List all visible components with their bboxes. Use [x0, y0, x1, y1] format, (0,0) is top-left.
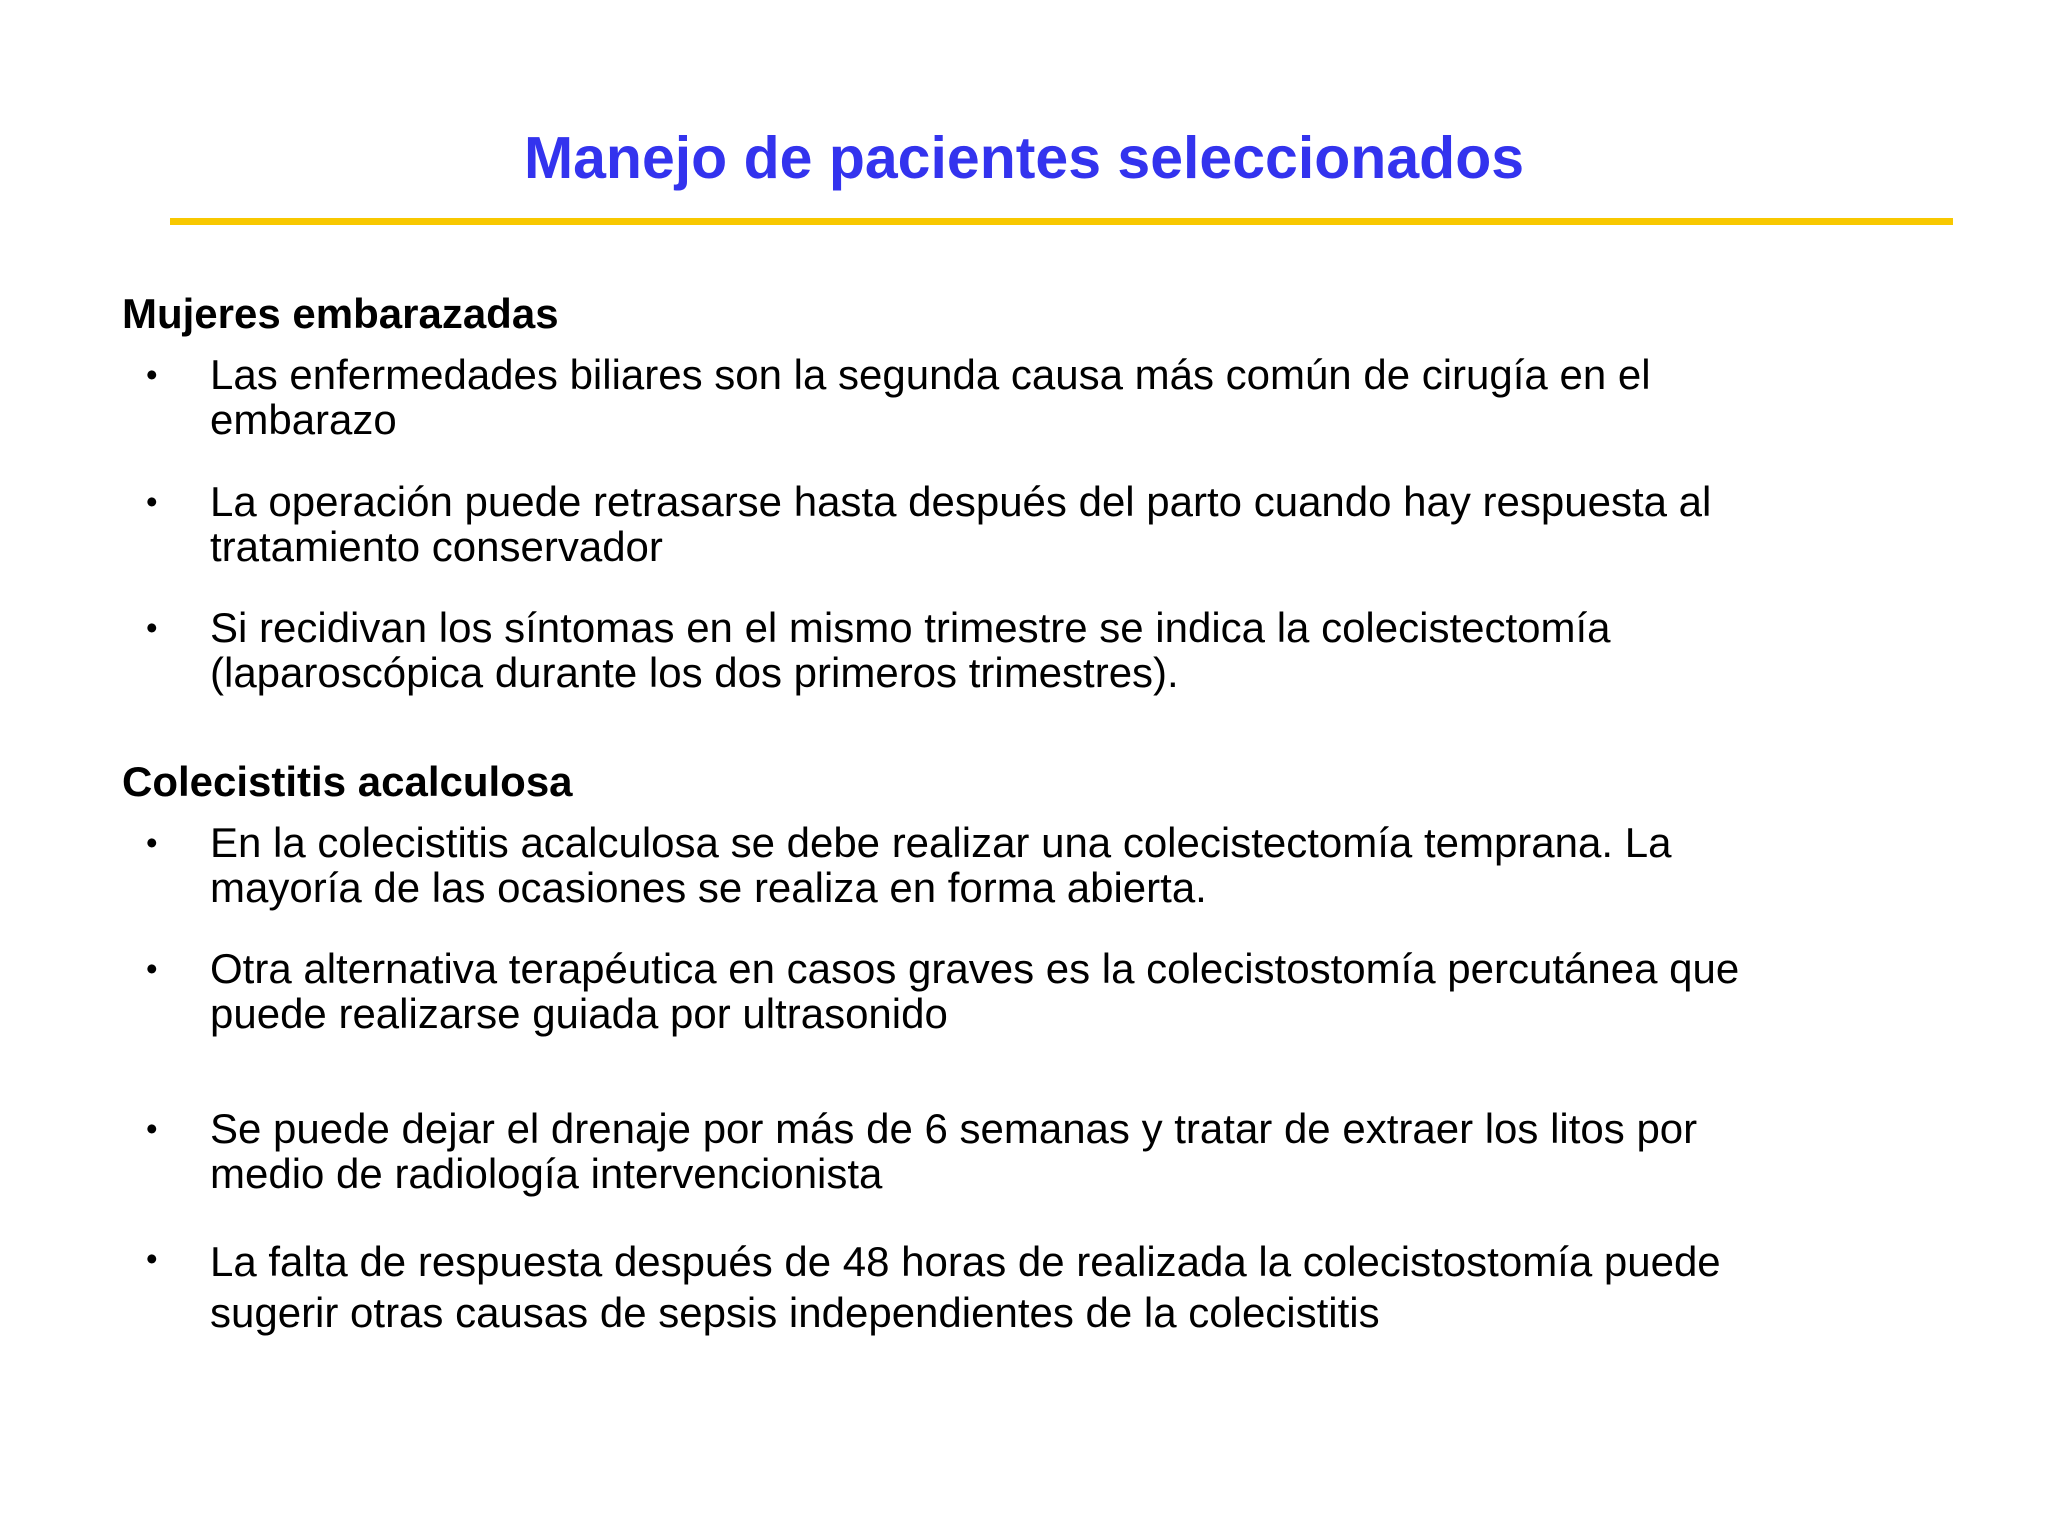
bullet-text: Las enfermedades biliares son la segunda causa más común de cirugía en el embarazo	[210, 351, 1651, 443]
bullet-dot: •	[146, 1240, 158, 1277]
bullet-text: En la colecistitis acalculosa se debe realizar una colecistectomía temprana. La mayoría de las ocasiones se realiza en forma abierta.	[210, 819, 1672, 911]
bullet-dot: •	[146, 356, 158, 393]
bullet-dot: •	[146, 609, 158, 646]
slide-title: Manejo de pacientes seleccionados	[523, 125, 1525, 191]
bullet-dot: •	[146, 950, 158, 987]
section-heading-acalculous: Colecistitis acalculosa	[122, 758, 573, 805]
bullet-dot: •	[146, 1110, 158, 1147]
bullet-dot: •	[146, 824, 158, 861]
title-underline	[170, 218, 1953, 225]
bullet-text: Se puede dejar el drenaje por más de 6 semanas y tratar de extraer los litos por medio de radiología intervencionista	[210, 1105, 1698, 1197]
bullet-text: Otra alternativa terapéutica en casos graves es la colecistostomía percutánea que puede realizarse guiada por ultrasonido	[210, 945, 1740, 1037]
bullet-dot: •	[146, 483, 158, 520]
bullet-text: Si recidivan los síntomas en el mismo trimestre se indica la colecistectomía (laparoscópica durante los dos primeros trimestres).	[210, 604, 1611, 696]
bullet-text: La operación puede retrasarse hasta después del parto cuando hay respuesta al tratamiento conservador	[210, 478, 1712, 570]
bullet-text: La falta de respuesta después de 48 horas de realizada la colecistostomía puede sugerir otras causas de sepsis independientes de la colecistitis	[210, 1238, 1721, 1336]
section-heading-pregnant: Mujeres embarazadas	[122, 290, 559, 337]
